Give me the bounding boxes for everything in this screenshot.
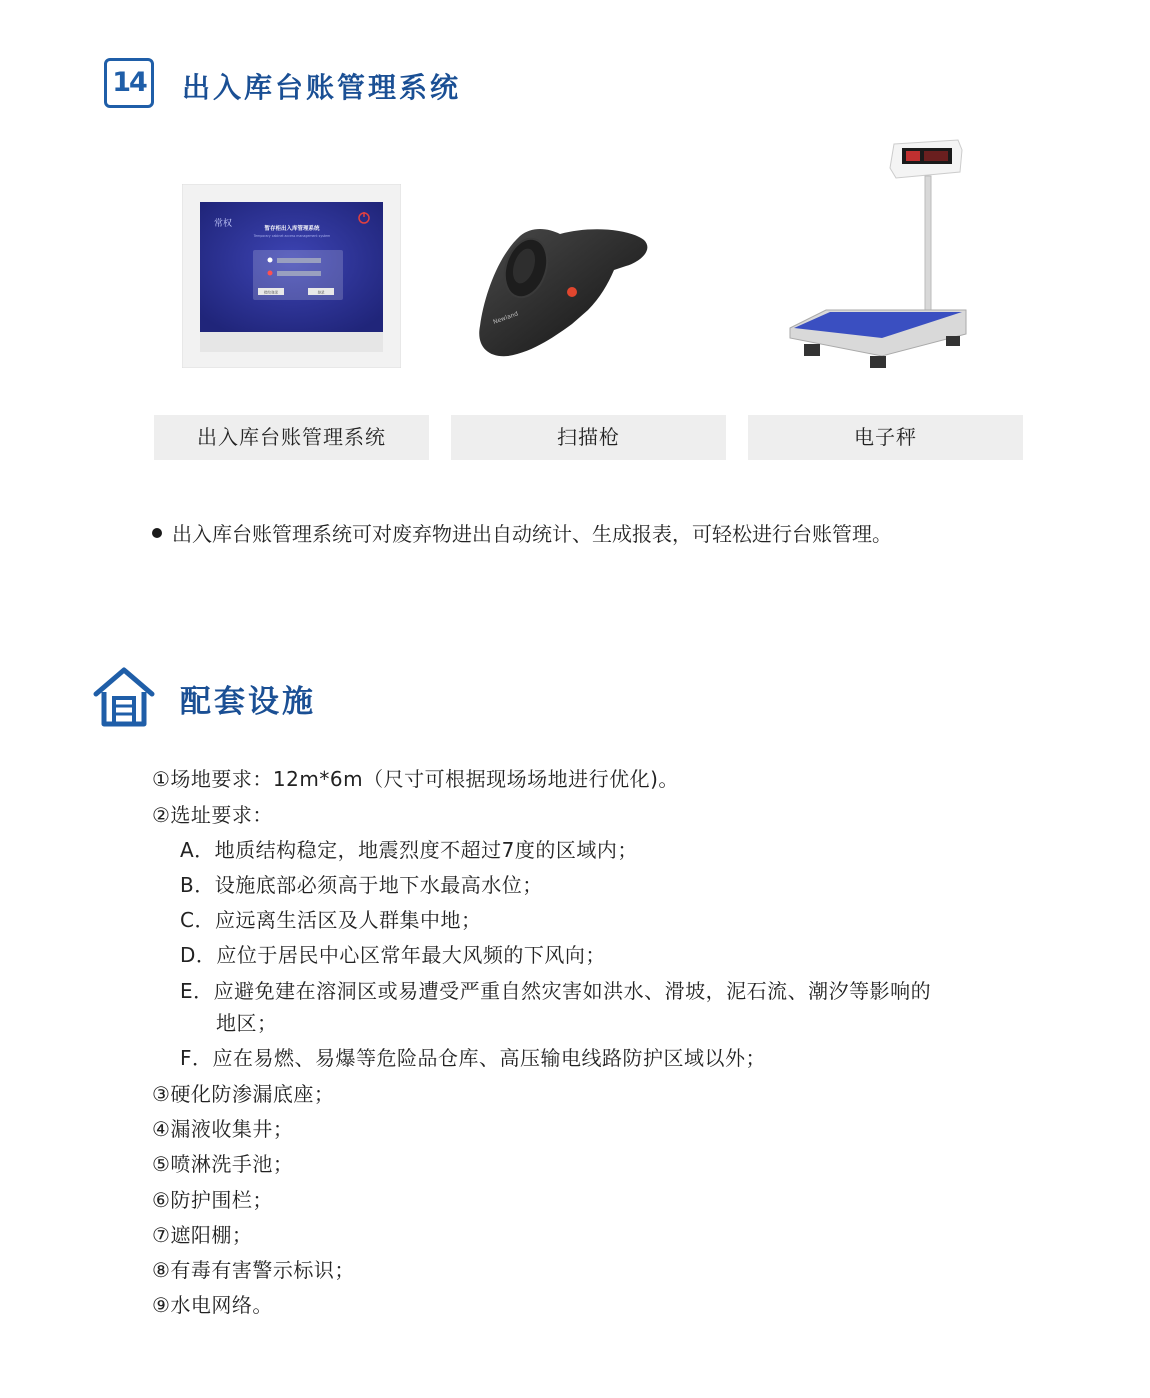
screen-brand: 常权 [214, 219, 233, 229]
caption-ledger-system: 出入库台账管理系统 [154, 415, 429, 460]
scanner-brand: Newland [492, 310, 520, 326]
touch-screen-terminal-icon [182, 184, 401, 368]
facility-item-5: ⑤喷淋洗手池； [152, 1152, 294, 1176]
barcode-scanner-icon [468, 206, 652, 362]
facility-item-7: ⑦遮阳棚； [152, 1223, 253, 1247]
screen-title: 暂存柜出入库管理系统 [264, 226, 320, 232]
facility-item-3: ③硬化防渗漏底座； [152, 1082, 335, 1106]
site-req-e: E．应避免建在溶洞区或易遭受严重自然灾害如洪水、滑坡，泥石流、潮汐等影响的 [180, 979, 932, 1003]
house-icon [92, 664, 156, 728]
caption-scale: 电子秤 [748, 415, 1023, 460]
facility-item-1: ①场地要求：12m*6m（尺寸可根据现场场地进行优化)。 [152, 767, 679, 791]
facility-item-4: ④漏液收集井； [152, 1117, 294, 1141]
facility-item-8: ⑧有毒有害警示标识； [152, 1258, 355, 1282]
site-req-b: B．设施底部必须高于地下水最高水位； [180, 873, 543, 897]
site-req-c: C．应远离生活区及人群集中地； [180, 908, 482, 932]
facility-item-2: ②选址要求： [152, 803, 273, 827]
site-req-d: D．应位于居民中心区常年最大风频的下风向； [180, 943, 606, 967]
site-req-e-cont: 地区； [216, 1011, 278, 1035]
electronic-scale-icon [786, 138, 970, 382]
facility-item-6: ⑥防护围栏； [152, 1188, 273, 1212]
site-req-a: A．地质结构稳定，地震烈度不超过7度的区域内； [180, 838, 638, 862]
screen-button-right: 登录 [317, 290, 325, 295]
ledger-description [152, 519, 892, 549]
section-title: 出入库台账管理系统 [182, 71, 462, 104]
ledger-description-text: 出入库台账管理系统可对废弃物进出自动统计、生成报表，可轻松进行台账管理。 [172, 522, 892, 546]
screen-button-left: 指纹登录 [264, 290, 278, 295]
caption-scanner: 扫描枪 [451, 415, 726, 460]
bullet-dot [152, 528, 162, 538]
screen-subtitle: Temporary cabinet access management system [253, 234, 331, 238]
facilities-title: 配套设施 [180, 684, 316, 720]
site-req-f: F．应在易燃、易爆等危险品仓库、高压输电线路防护区域以外； [180, 1046, 767, 1070]
section-number-badge: 14 [104, 58, 154, 108]
facility-item-9: ⑨水电网络。 [152, 1293, 273, 1317]
